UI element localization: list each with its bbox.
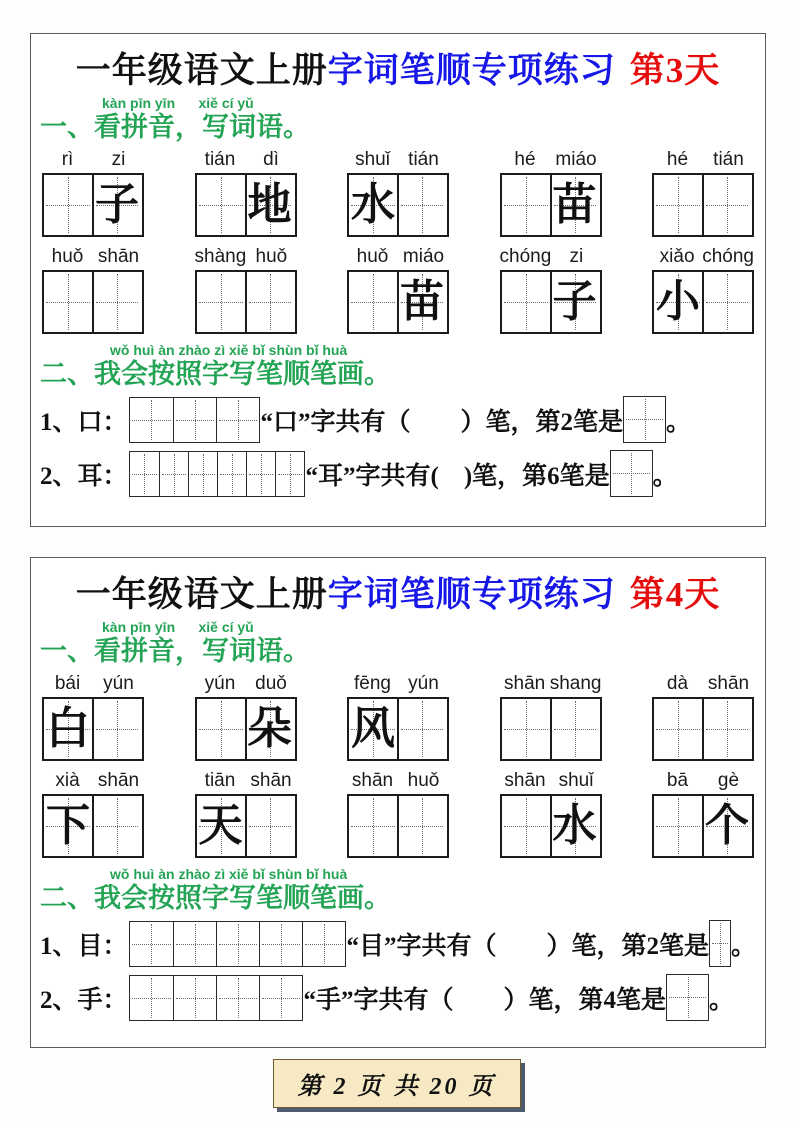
pinyin-syllable: miáo	[555, 148, 597, 170]
pinyin-syllable: huǒ	[51, 245, 84, 267]
cell-character	[502, 272, 550, 332]
question-text: “手”字共有（ ）笔，第4笔是	[303, 986, 667, 1014]
cell-character	[399, 699, 445, 759]
cell-character: 地	[247, 179, 292, 229]
stroke-grid	[129, 397, 260, 443]
question-period: 。	[709, 986, 735, 1014]
grid-cell	[349, 699, 397, 759]
pinyin-syllable: bā	[666, 769, 689, 791]
stroke-grid	[129, 451, 305, 497]
pinyin-label	[195, 673, 297, 695]
word-block	[652, 770, 754, 858]
question-text: “口”字共有（ ）笔，第2笔是	[260, 408, 624, 436]
cell-character	[704, 175, 750, 235]
stroke-cell	[275, 452, 304, 496]
word-block	[347, 673, 449, 761]
cell-character: 朵	[247, 703, 292, 753]
section1-pinyin: kàn pīn yīn xiě cí yǔ	[102, 619, 254, 635]
pinyin-label	[195, 246, 297, 268]
cell-character: 子	[552, 276, 597, 326]
question-label: 2、耳：	[40, 462, 128, 490]
question-row	[40, 450, 756, 497]
cell-character: 水	[552, 800, 597, 850]
stroke-cell	[130, 976, 173, 1020]
section2-heading: 二、我会按照字写笔顺笔画。	[40, 883, 391, 914]
pinyin-syllable: dà	[666, 672, 689, 694]
pinyin-syllable: hé	[514, 148, 536, 170]
writing-grid	[42, 270, 144, 334]
stroke-cell	[130, 922, 173, 966]
grid-cell	[502, 796, 550, 856]
word-block	[500, 673, 602, 761]
question-period: 。	[730, 932, 756, 960]
cell-character	[704, 272, 750, 332]
word-block	[195, 246, 297, 334]
pinyin-syllable: shān	[250, 769, 292, 791]
grid-cell	[197, 796, 245, 856]
title-day: 第4天	[629, 575, 721, 614]
writing-grid	[195, 173, 297, 237]
cell-character	[94, 272, 140, 332]
grid-cell	[92, 699, 140, 759]
pinyin-label	[195, 149, 297, 171]
cell-character	[654, 699, 702, 759]
grid-cell	[245, 699, 293, 759]
pinyin-syllable: yún	[408, 672, 439, 694]
pinyin-label	[347, 770, 449, 792]
grid-cell	[550, 175, 598, 235]
section1-pinyin: kàn pīn yīn xiě cí yǔ	[102, 95, 254, 111]
pinyin-syllable: huǒ	[255, 245, 288, 267]
grid-cell	[397, 175, 445, 235]
cell-character: 水	[351, 179, 395, 229]
pinyin-syllable: xià	[55, 769, 80, 791]
cell-character	[197, 699, 245, 759]
grid-cell	[349, 175, 397, 235]
grid-cell	[245, 272, 293, 332]
pinyin-label	[652, 673, 754, 695]
pinyin-label	[347, 149, 449, 171]
question-row	[40, 396, 756, 443]
writing-grid	[652, 794, 754, 858]
grid-cell	[654, 272, 702, 332]
cell-character	[399, 796, 445, 856]
question-period: 。	[652, 462, 678, 490]
pinyin-syllable: shān	[97, 245, 140, 267]
writing-grid	[42, 794, 144, 858]
cell-character: 苗	[400, 276, 444, 326]
cell-character	[502, 796, 550, 856]
section2-pinyin: wǒ huì àn zhào zì xiě bǐ shùn bǐ huà	[110, 865, 348, 882]
cell-character	[502, 175, 550, 235]
pinyin-label	[500, 149, 602, 171]
pinyin-label	[652, 149, 754, 171]
pinyin-syllable: tiān	[204, 769, 236, 791]
pinyin-syllable: gè	[717, 769, 740, 791]
grid-cell	[550, 796, 598, 856]
section2-heading: 二、我会按照字写笔顺笔画。	[40, 359, 391, 390]
answer-box	[709, 920, 731, 967]
grid-cell	[44, 175, 92, 235]
word-row	[42, 149, 754, 237]
cell-character	[197, 175, 245, 235]
stroke-cell	[130, 398, 173, 442]
stroke-cell	[302, 922, 345, 966]
pinyin-syllable: zi	[111, 148, 126, 170]
pinyin-syllable: duǒ	[255, 672, 287, 694]
cell-character	[349, 796, 397, 856]
stroke-cell	[216, 398, 259, 442]
question-period: 。	[666, 408, 692, 436]
cell-character	[94, 699, 140, 759]
cell-character	[349, 272, 397, 332]
stroke-grid	[129, 921, 346, 967]
writing-grid	[195, 697, 297, 761]
cell-character: 下	[46, 800, 90, 850]
grid-cell	[44, 796, 92, 856]
page-footer: 第 2 页 共 20 页	[273, 1059, 521, 1108]
pinyin-label	[500, 673, 602, 695]
cell-character	[197, 272, 245, 332]
writing-grid	[347, 794, 449, 858]
word-block	[195, 673, 297, 761]
stroke-cell	[173, 922, 216, 966]
answer-box	[666, 974, 709, 1021]
cell-character	[399, 175, 445, 235]
grid-cell	[502, 272, 550, 332]
cell-character	[247, 796, 293, 856]
pinyin-syllable: chóng	[499, 245, 552, 267]
section1-heading: 一、看拼音，写词语。	[40, 112, 310, 143]
pinyin-label	[42, 770, 144, 792]
pinyin-label	[42, 246, 144, 268]
question-label: 2、手：	[40, 986, 128, 1014]
pinyin-label	[347, 246, 449, 268]
pinyin-syllable: fēng	[354, 672, 391, 694]
cell-character: 风	[351, 703, 395, 753]
pinyin-syllable: huǒ	[407, 769, 440, 791]
word-block	[42, 149, 144, 237]
pinyin-label	[347, 673, 449, 695]
word-block	[195, 770, 297, 858]
pinyin-syllable: hé	[666, 148, 689, 170]
worksheet-day4	[30, 557, 766, 1048]
writing-grid	[347, 697, 449, 761]
title-day: 第3天	[629, 51, 721, 90]
cell-character	[247, 272, 293, 332]
stroke-cell	[259, 976, 302, 1020]
word-row	[42, 246, 754, 334]
pinyin-label	[42, 149, 144, 171]
cell-character: 苗	[552, 179, 597, 229]
grid-cell	[397, 272, 445, 332]
answer-box	[610, 450, 653, 497]
title-topic: 字词笔顺专项练习	[327, 51, 616, 90]
pinyin-syllable: miáo	[402, 245, 445, 267]
grid-cell	[349, 272, 397, 332]
grid-cell	[92, 796, 140, 856]
grid-cell	[654, 175, 702, 235]
question-text: “目”字共有（ ）笔，第2笔是	[346, 932, 710, 960]
cell-character	[654, 796, 702, 856]
grid-cell	[197, 699, 245, 759]
writing-grid	[500, 794, 602, 858]
cell-character	[94, 796, 140, 856]
question-label: 1、目：	[40, 932, 128, 960]
pinyin-syllable: yún	[204, 672, 236, 694]
question-row	[40, 974, 756, 1021]
grid-cell	[502, 175, 550, 235]
grid-cell	[702, 699, 750, 759]
pinyin-label	[500, 770, 602, 792]
pinyin-syllable: shān	[504, 672, 546, 694]
pinyin-syllable: tián	[408, 148, 439, 170]
stroke-cell	[216, 976, 259, 1020]
stroke-cell	[246, 452, 275, 496]
stroke-cell	[216, 922, 259, 966]
pinyin-syllable: shuǐ	[558, 769, 594, 791]
writing-grid	[42, 173, 144, 237]
grid-cell	[245, 796, 293, 856]
grid-cell	[502, 699, 550, 759]
grid-cell	[92, 272, 140, 332]
word-block	[42, 770, 144, 858]
grid-cell	[92, 175, 140, 235]
writing-grid	[652, 270, 754, 334]
writing-grid	[500, 173, 602, 237]
cell-character: 子	[95, 179, 139, 229]
cell-character	[704, 699, 750, 759]
pinyin-label	[500, 246, 602, 268]
word-block	[195, 149, 297, 237]
title-topic: 字词笔顺专项练习	[327, 575, 616, 614]
grid-cell	[702, 272, 750, 332]
word-block	[500, 246, 602, 334]
pinyin-syllable: shàng	[194, 245, 247, 267]
writing-grid	[42, 697, 144, 761]
pinyin-label	[652, 246, 754, 268]
section2-pinyin: wǒ huì àn zhào zì xiě bǐ shùn bǐ huà	[110, 341, 348, 358]
word-block	[347, 770, 449, 858]
writing-grid	[347, 173, 449, 237]
answer-box	[623, 396, 666, 443]
writing-grid	[195, 794, 297, 858]
pinyin-syllable: huǒ	[356, 245, 389, 267]
grid-cell	[349, 796, 397, 856]
cell-character: 天	[198, 800, 243, 850]
question-label: 1、口：	[40, 408, 128, 436]
pinyin-syllable: chóng	[702, 245, 754, 267]
pinyin-syllable: bái	[54, 672, 81, 694]
pinyin-syllable: zi	[569, 245, 584, 267]
pinyin-label	[652, 770, 754, 792]
grid-cell	[245, 175, 293, 235]
pinyin-label	[195, 770, 297, 792]
cell-character: 白	[46, 703, 90, 753]
writing-grid	[652, 173, 754, 237]
word-row	[42, 770, 754, 858]
stroke-cell	[217, 452, 246, 496]
word-block	[652, 246, 754, 334]
grid-cell	[550, 272, 598, 332]
grid-cell	[197, 272, 245, 332]
word-block	[500, 770, 602, 858]
cell-character: 小	[656, 276, 700, 326]
stroke-cell	[173, 398, 216, 442]
cell-character	[654, 175, 702, 235]
grid-cell	[197, 175, 245, 235]
pinyin-syllable: shān	[97, 769, 140, 791]
cell-character: 个	[705, 800, 749, 850]
grid-cell	[44, 272, 92, 332]
stroke-cell	[159, 452, 188, 496]
word-block	[42, 246, 144, 334]
writing-grid	[500, 697, 602, 761]
grid-cell	[702, 175, 750, 235]
stroke-cell	[130, 452, 159, 496]
writing-grid	[195, 270, 297, 334]
cell-character	[44, 272, 92, 332]
cell-character	[502, 699, 550, 759]
title-course: 一年级语文上册	[75, 51, 328, 90]
word-block	[42, 673, 144, 761]
question-text: “耳”字共有( )笔，第6笔是	[305, 462, 610, 490]
grid-cell	[550, 699, 598, 759]
grid-cell	[702, 796, 750, 856]
grid-cell	[654, 699, 702, 759]
word-block	[652, 673, 754, 761]
pinyin-label	[42, 673, 144, 695]
stroke-cell	[173, 976, 216, 1020]
word-block	[347, 246, 449, 334]
pinyin-syllable: yún	[103, 672, 134, 694]
pinyin-syllable: shān	[707, 672, 750, 694]
writing-grid	[500, 270, 602, 334]
word-block	[652, 149, 754, 237]
pinyin-syllable: shuǐ	[355, 148, 390, 170]
word-block	[347, 149, 449, 237]
pinyin-syllable: shān	[351, 769, 394, 791]
word-row	[42, 673, 754, 761]
cell-character	[552, 699, 598, 759]
worksheet-title	[40, 567, 756, 617]
worksheet-title	[40, 43, 756, 93]
pinyin-syllable: tián	[713, 148, 744, 170]
grid-cell	[44, 699, 92, 759]
stroke-cell	[259, 922, 302, 966]
title-course: 一年级语文上册	[75, 575, 328, 614]
pinyin-syllable: rì	[61, 148, 74, 170]
writing-grid	[652, 697, 754, 761]
writing-grid	[347, 270, 449, 334]
stroke-grid	[129, 975, 303, 1021]
word-block	[500, 149, 602, 237]
pinyin-syllable: dì	[263, 148, 279, 170]
pinyin-syllable: tián	[204, 148, 236, 170]
question-row	[40, 920, 756, 967]
stroke-cell	[188, 452, 217, 496]
worksheet-day3	[30, 33, 766, 527]
grid-cell	[654, 796, 702, 856]
grid-cell	[397, 699, 445, 759]
pinyin-syllable: xiǎo	[659, 245, 695, 267]
cell-character	[44, 175, 92, 235]
section1-heading: 一、看拼音，写词语。	[40, 636, 310, 667]
pinyin-syllable: shang	[549, 672, 602, 694]
grid-cell	[397, 796, 445, 856]
pinyin-syllable: shān	[504, 769, 546, 791]
